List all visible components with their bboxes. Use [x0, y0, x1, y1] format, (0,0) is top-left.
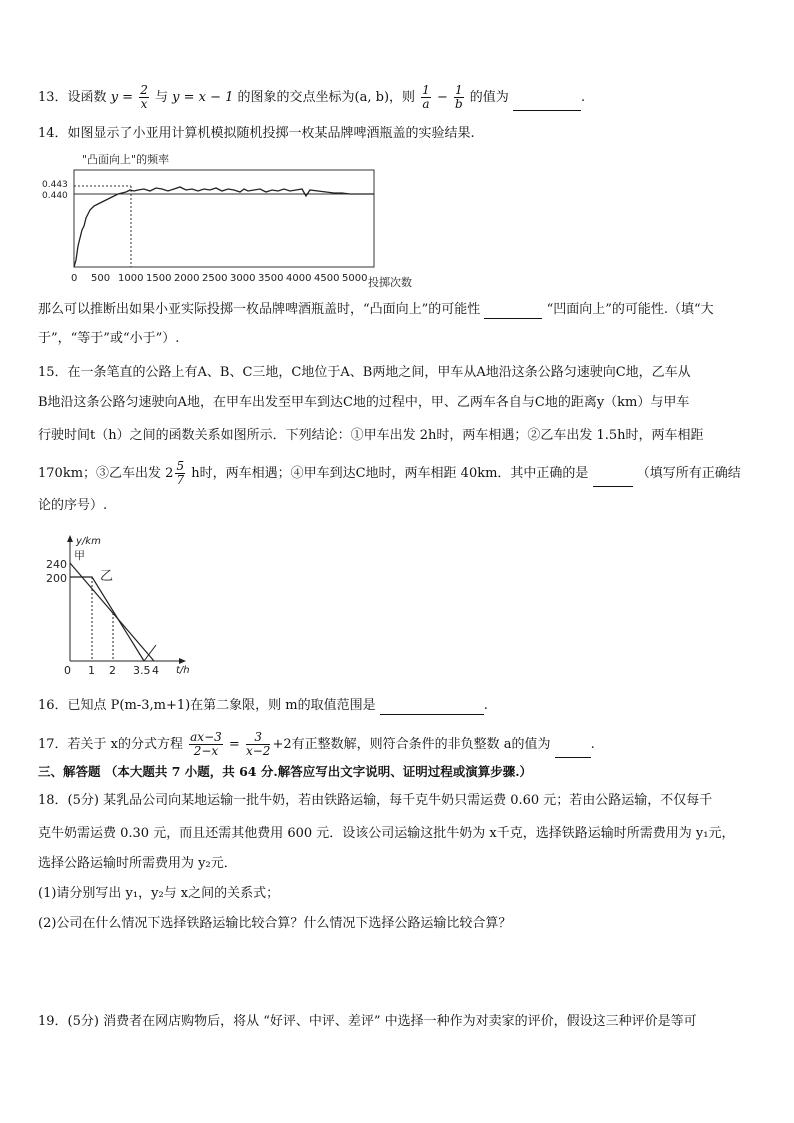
q15-line4-pre: 170km；③乙车出发	[38, 466, 162, 481]
q15-y-tick-240: 240	[46, 558, 67, 571]
q14-answer-line-2: 于”，“等于”或“小于”）.	[38, 331, 180, 346]
q14-frequency-line	[74, 187, 374, 267]
q15-line4-end: （填写所有正确结	[636, 466, 741, 481]
q14-frequency-chart	[38, 148, 412, 289]
q18-line-1: 18．(5分) 某乳品公司向某地运输一批牛奶，若由铁路运输，每千克牛奶只需运费 0.60 元；若由公路运输，不仅每千	[38, 793, 713, 808]
q17-post: +2有正整数解，则符合条件的非负整数 a的值为	[272, 737, 551, 752]
q15-yi-extension	[144, 645, 156, 661]
q14-x-tick-500: 500	[91, 273, 111, 284]
q17-pre: 17．若关于 x的分式方程	[38, 737, 184, 752]
q15-line4-post: h时，两车相遇；④甲车到达C地时，两车相距 40km．其中正确的是	[191, 466, 589, 481]
q15-y-arrow	[67, 535, 73, 542]
q15-distance-graph	[42, 533, 202, 678]
q14-x-tick-3500: 3500	[258, 273, 284, 284]
q14-x-tick-4500: 4500	[314, 273, 340, 284]
q14-x-tick-0: 0	[71, 273, 78, 284]
q17-equals: =	[228, 737, 240, 752]
question-13	[38, 84, 585, 111]
q15-x-tick-4: 4	[152, 664, 159, 677]
q14-answer-line-1	[38, 301, 714, 319]
q13-answer-blank[interactable]	[513, 96, 581, 111]
q15-x-tick-2: 2	[109, 664, 116, 677]
q17-answer-blank[interactable]	[555, 743, 591, 758]
q14-y-tick-0443: 0.443	[42, 180, 68, 190]
q15-line-3: 行驶时间t（h）之间的函数关系如图所示．下列结论：①甲车出发 2h时，两车相遇；②乙车出发 1.5h时，两车相距	[38, 428, 704, 443]
q13-suffix2: 的值为	[469, 90, 509, 105]
section-3-heading: 三、解答题 （本大题共 7 小题，共 64 分.解答应写出文字说明、证明过程或演算步骤.）	[38, 764, 533, 779]
q18-line-3: 选择公路运输时所需费用为 y₂元．	[38, 856, 237, 871]
question-17	[38, 731, 595, 758]
q14-x-tick-4000: 4000	[286, 273, 312, 284]
q13-fraction-1-over-b: $\frac{1}{b}$	[454, 83, 463, 111]
q13-suffix1: 的图象的交点坐标为(a, b)，则	[237, 90, 416, 105]
q16-text: 16．已知点 P(m-3,m+1)在第二象限，则 m的取值范围是	[38, 698, 376, 713]
q15-x-tick-0: 0	[64, 664, 71, 677]
q14-x-tick-2500: 2500	[202, 273, 228, 284]
q15-x-tick-1: 1	[88, 664, 95, 677]
question-14: 14．如图显示了小亚用计算机模拟随机投掷一枚某品牌啤酒瓶盖的实验结果.	[38, 126, 475, 141]
q15-answer-blank[interactable]	[593, 472, 633, 487]
q17-fraction-1: $\frac{ax-3}{2-x}$	[190, 730, 222, 758]
q13-mid: 与	[154, 90, 168, 105]
question-16	[38, 697, 488, 715]
q13-minus: −	[436, 90, 448, 105]
q14-x-tick-1500: 1500	[146, 273, 172, 284]
q16-answer-blank[interactable]	[380, 700, 484, 715]
q13-f2: y = x − 1	[172, 90, 234, 105]
q18-sub-1: (1)请分别写出 y₁，y₂与 x之间的关系式；	[38, 886, 280, 901]
q14-x-tick-5000: 5000	[342, 273, 368, 284]
q15-x-label: t/h	[176, 665, 190, 676]
q14-x-tick-2000: 2000	[174, 273, 200, 284]
q15-label-yi: 乙	[100, 569, 114, 584]
q14-chart-y-title: "凸面向上"的频率	[82, 153, 170, 166]
q14-x-tick-3000: 3000	[230, 273, 256, 284]
q13-end: .	[580, 90, 586, 105]
q18-line-2: 克牛奶需运费 0.30 元，而且还需其他费用 600 元．设该公司运输这批牛奶为 x千克，选择铁路运输时所需费用为 y₁元，	[38, 826, 735, 841]
q13-fraction-2-over-x: $\frac{2}{x}$	[140, 83, 148, 111]
q15-line-4	[38, 460, 741, 487]
q14-answer-post: “凹面向上”的可能性.（填“大	[546, 302, 714, 317]
q15-line-1: 15．在一条笔直的公路上有A、B、C三地，C地位于A、B两地之间，甲车从A地沿这条公路匀速驶向C地，乙车从	[38, 365, 691, 380]
q13-prefix: 13．设函数	[38, 90, 107, 105]
q15-line-5: 论的序号）.	[38, 498, 108, 513]
q14-x-label: 投掷次数	[368, 276, 412, 289]
q15-x-arrow	[179, 658, 186, 664]
q13-fraction-1-over-a: $\frac{1}{a}$	[422, 83, 430, 111]
q14-chart-frame	[74, 170, 374, 267]
q14-y-tick-0440: 0.440	[42, 191, 68, 201]
q15-mixed-fraction: $\frac{5}{7}$	[176, 459, 185, 487]
q15-label-jia: 甲	[74, 549, 85, 562]
q15-y-tick-200: 200	[46, 572, 67, 585]
q14-answer-blank[interactable]	[484, 304, 542, 319]
q19-line-1: 19．(5分) 消费者在网店购物后，将从 “好评、中评、差评” 中选择一种作为对卖家的评价，假设这三种评价是等可	[38, 1014, 697, 1029]
q15-line-yi	[70, 577, 144, 661]
q13-f1-lhs: y =	[110, 90, 134, 105]
q15-line-2: B地沿这条公路匀速驶向A地，在甲车出发至甲车到达C地的过程中，甲、乙两车各自与C地的距离y（km）与甲车	[38, 395, 690, 410]
q17-fraction-2: $\frac{3}{x-2}$	[245, 730, 271, 758]
q17-end: .	[590, 737, 595, 752]
q14-answer-pre: 那么可以推断出如果小亚实际投掷一枚品牌啤酒瓶盖时，“凸面向上”的可能性	[38, 302, 481, 317]
q15-x-tick-3-5: 3.5	[133, 664, 151, 677]
q14-x-tick-1000: 1000	[118, 273, 144, 284]
q15-y-label: y/km	[76, 536, 101, 547]
q18-sub-2: (2)公司在什么情况下选择铁路运输比较合算？什么情况下选择公路运输比较合算？	[38, 916, 512, 931]
q16-end: .	[483, 698, 488, 713]
q15-mixed-whole: 2	[165, 466, 174, 481]
q14-x-ticks	[71, 273, 367, 284]
